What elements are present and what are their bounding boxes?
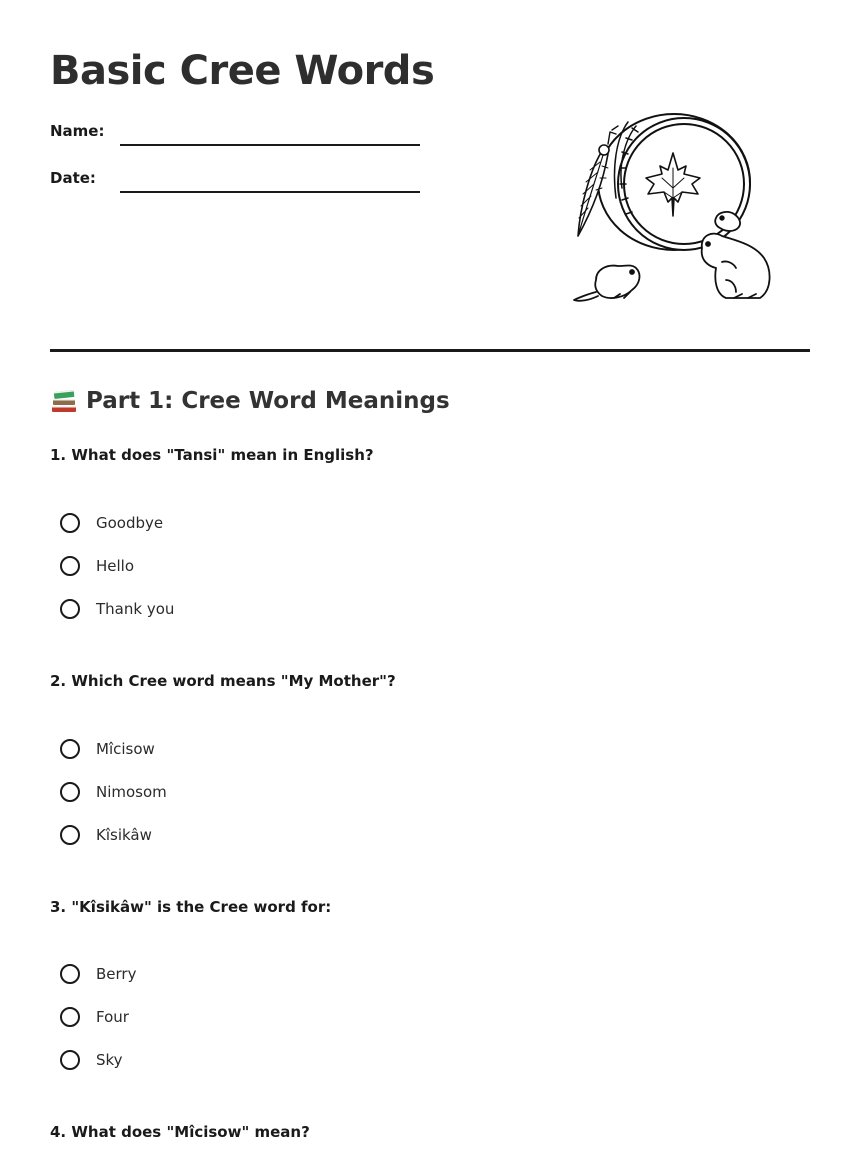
section-title-text: Part 1: Cree Word Meanings [86,388,450,414]
question-1-option-1[interactable] [60,510,163,536]
option-label: Hello [96,557,135,575]
drum-feather-beavers-illustration [566,108,778,308]
question-2-option-3[interactable] [60,822,152,848]
radio-button[interactable] [60,964,80,984]
radio-button[interactable] [60,782,80,802]
option-label: Berry [96,965,137,983]
books-icon [50,388,78,414]
radio-button[interactable] [60,1007,80,1027]
question-2-option-2[interactable] [60,779,167,805]
question-2-option-1[interactable] [60,736,155,762]
option-label: Kîsikâw [96,826,152,844]
question-3-option-2[interactable] [60,1004,129,1030]
name-field [50,122,430,152]
option-label: Mîcisow [96,740,155,758]
option-label: Goodbye [96,514,164,532]
option-label: Thank you [96,600,175,618]
radio-button[interactable] [60,513,80,533]
option-label: Nimosom [96,783,167,801]
radio-button[interactable] [60,556,80,576]
name-input[interactable] [120,144,420,146]
option-label: Sky [96,1051,123,1069]
question-3-option-3[interactable] [60,1047,123,1073]
radio-button[interactable] [60,1050,80,1070]
date-input[interactable] [120,191,420,193]
date-label: Date: [50,169,96,187]
radio-button[interactable] [60,599,80,619]
question-4: 4. What does "Mîcisow" mean? [50,1123,310,1141]
question-1-option-3[interactable] [60,596,174,622]
question-1: 1. What does "Tansi" mean in English? [50,446,374,464]
question-3: 3. "Kîsikâw" is the Cree word for: [50,898,332,916]
worksheet-title: Basic Cree Words [50,48,435,94]
section-title [50,388,450,414]
radio-button[interactable] [60,825,80,845]
question-3-option-1[interactable] [60,961,136,987]
beaver-left-icon [574,266,639,301]
question-1-option-2[interactable] [60,553,134,579]
header-divider [50,349,810,352]
name-label: Name: [50,122,105,140]
radio-button[interactable] [60,739,80,759]
option-label: Four [96,1008,129,1026]
date-field [50,169,430,199]
question-2: 2. Which Cree word means "My Mother"? [50,672,396,690]
